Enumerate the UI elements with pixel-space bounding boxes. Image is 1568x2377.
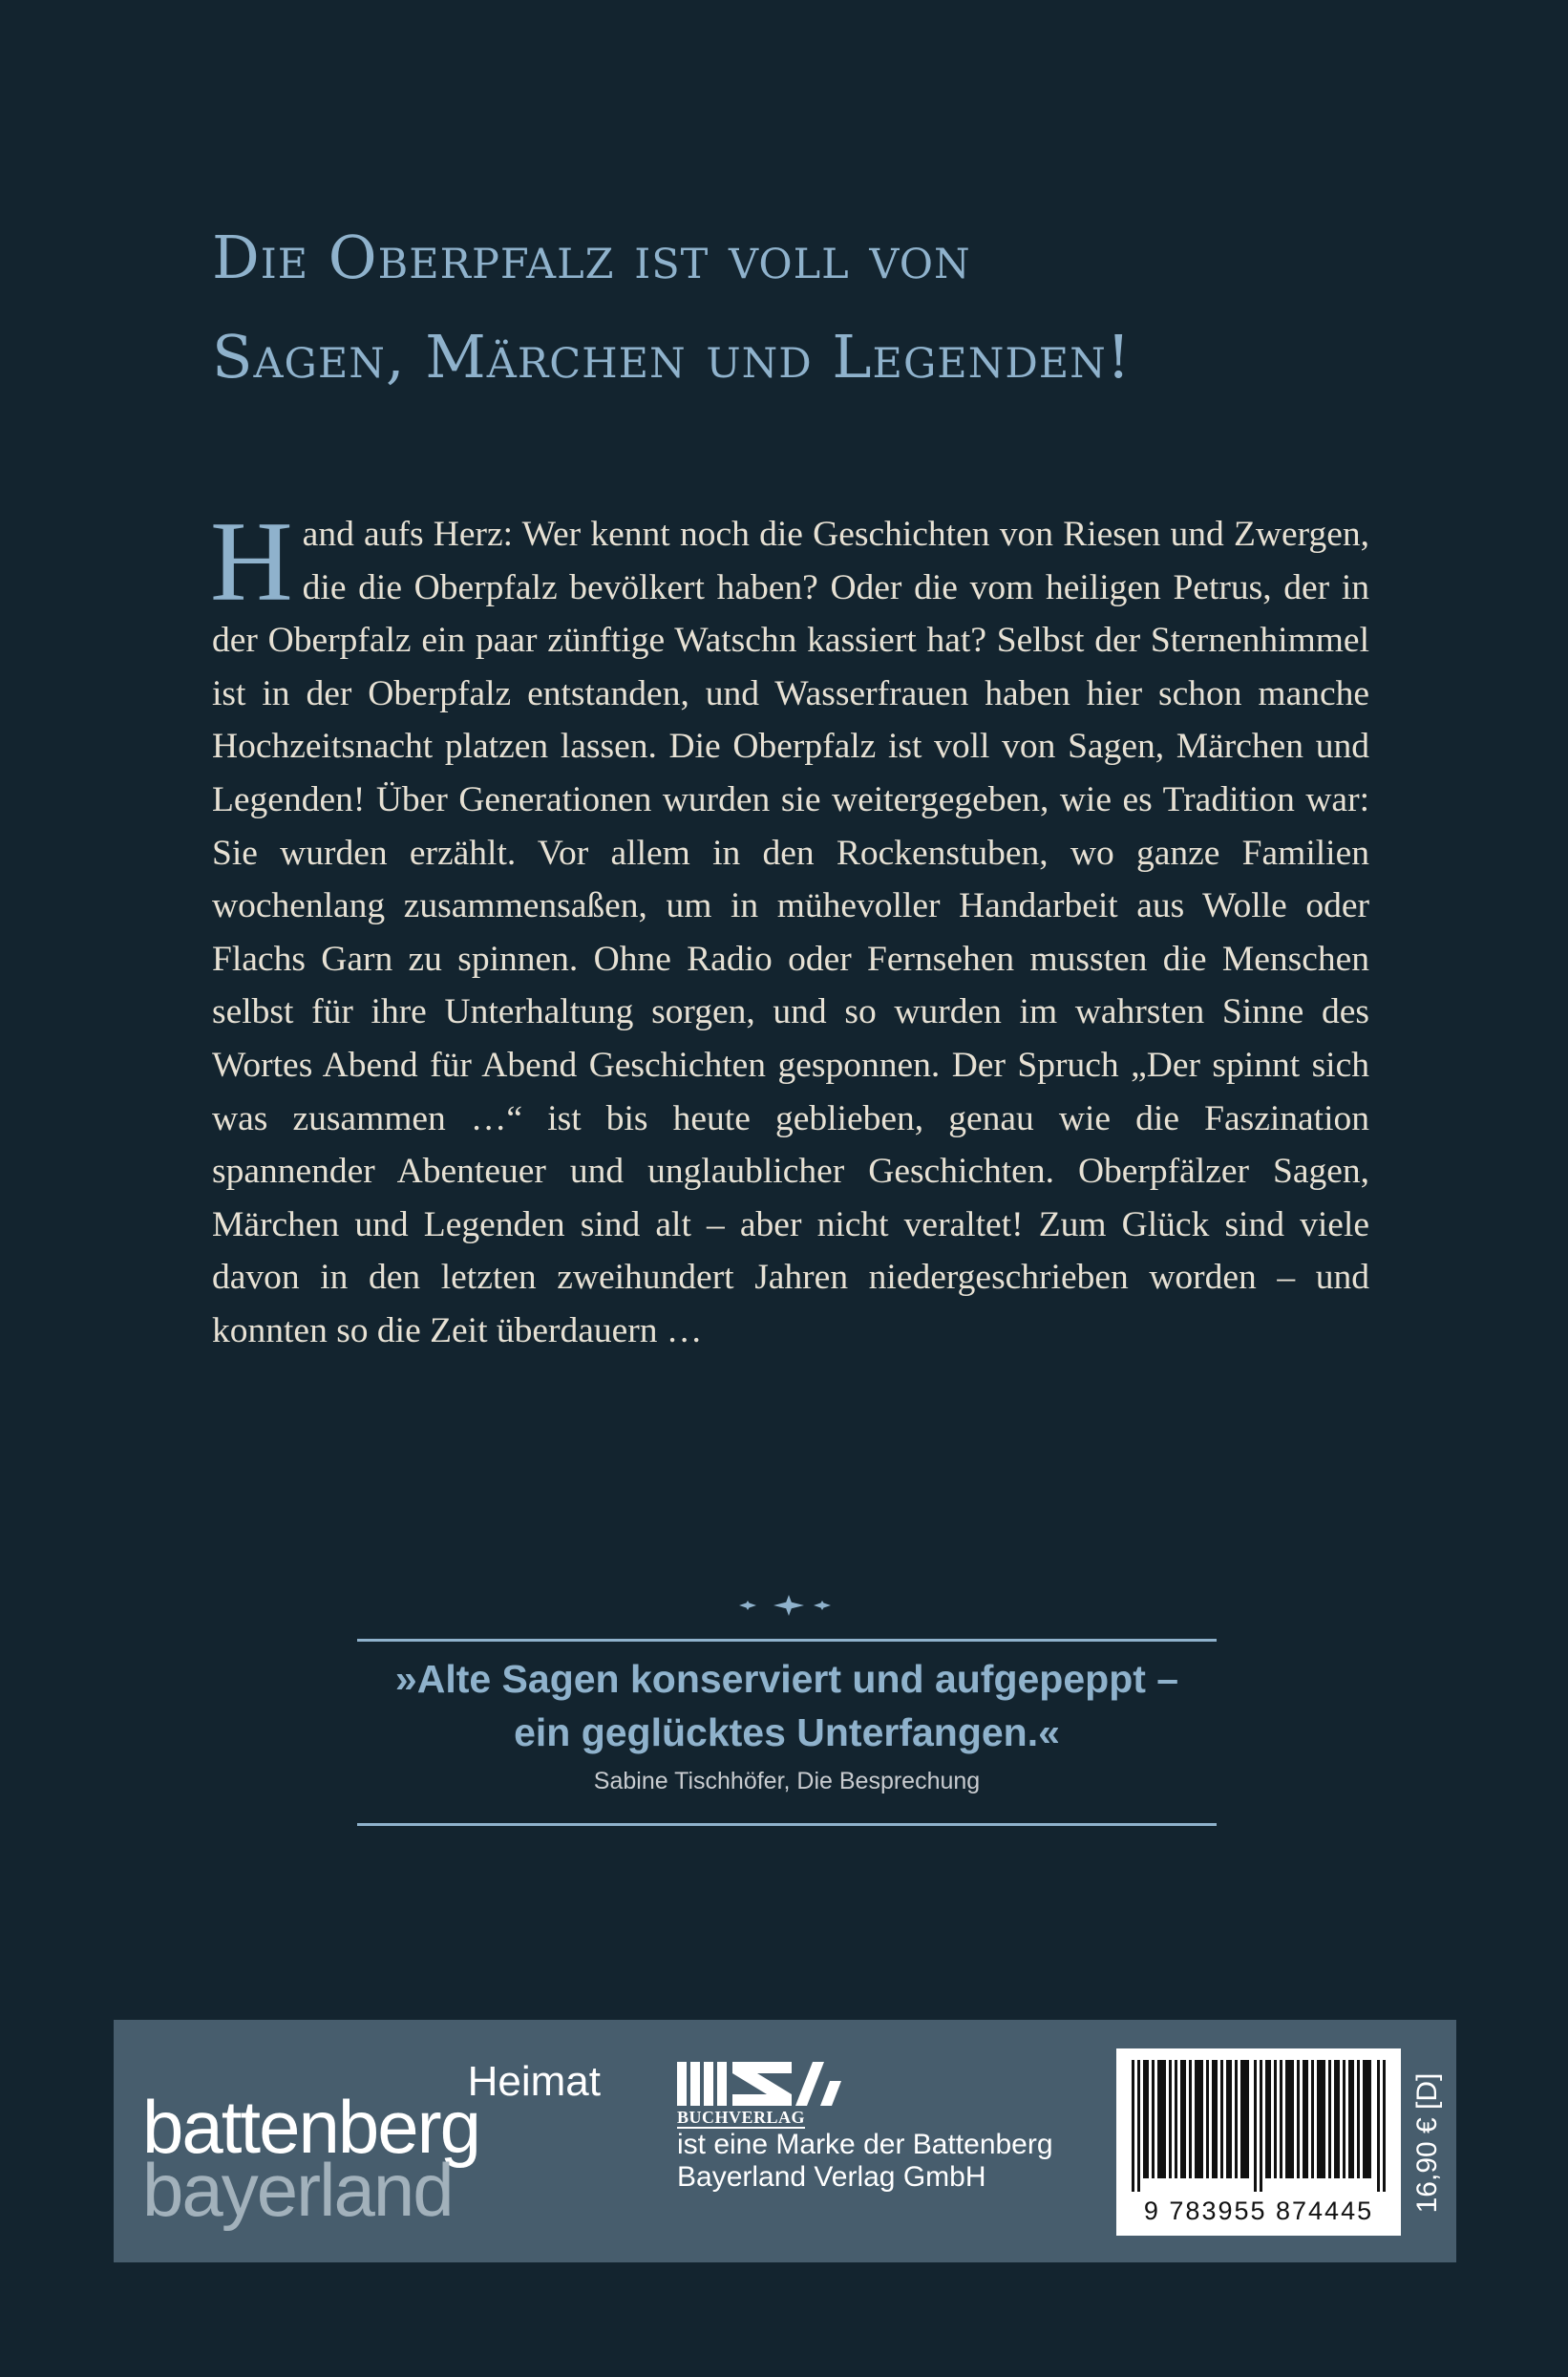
publisher-line-2: Bayerland Verlag GmbH bbox=[677, 2161, 986, 2193]
headline-line-1: Die Oberpfalz ist voll von bbox=[212, 223, 971, 292]
drop-cap: H bbox=[210, 498, 293, 625]
publisher-line-1: ist eine Marke der Battenberg bbox=[677, 2129, 1053, 2160]
publisher-name: BUCHVERLAG bbox=[677, 2108, 806, 2127]
quote-rule-bottom bbox=[357, 1823, 1217, 1826]
barcode-icon bbox=[1132, 2060, 1386, 2192]
price-label bbox=[1405, 2043, 1451, 2243]
quote-rule-top bbox=[357, 1639, 1217, 1642]
isbn-digits: 9 783955 874445 bbox=[1143, 2197, 1374, 2225]
brand-bayerland: bayerland bbox=[142, 2148, 453, 2232]
brand-heimat: Heimat bbox=[467, 2058, 601, 2105]
blurb-paragraph bbox=[210, 498, 1369, 1358]
headline-line-2: Sagen, Märchen und Legenden! bbox=[212, 322, 1132, 392]
battenberg-bayerland-logo bbox=[142, 2058, 601, 2239]
blurb-text: and aufs Herz: Wer kennt noch die Geschichten von Riesen und Zwergen, die die Oberpfalz bevölkert haben? Oder die vom heiligen Petrus, der in der Oberpfalz ein paar zünftige Watschn kassiert hat? Selbst der Sternenhimmel ist in der Oberpfalz entstanden, und Wasserfrauen haben hier schon manche Hochzeitsnacht platzen lassen. Die Oberpfalz ist voll von Sagen, Märchen und Legenden! Über Generationen wurden sie weitergegeben, wie es Tradition war: Sie wurden erzählt. Vor allem in den Rockenstuben, wo ganze Familien wochenlang zusammensaßen, um in mühevoller Handarbeit aus Wolle oder Flachs Garn zu spinnen. Ohne Radio oder Fernsehen mussten die Menschen selbst für ihre Unterhaltung sorgen, und so wurden im wahrsten Sinne des Wortes Abend für Abend Geschichten gesponnen. Der Spruch „Der spinnt sich was zusammen …“ ist bis heute geblieben, genau wie die Faszination spannender Abenteuer und unglaublicher Geschichten. Oberpfälzer Sagen, Märchen und Legenden sind alt – aber nicht veraltet! Zum Glück sind viele davon in den letzten zweihundert Jahren niedergeschrieben worden – und konnten so die Zeit überdauern … bbox=[212, 515, 1369, 1350]
publisher-info bbox=[677, 2062, 1078, 2194]
price-text: 16,90 € [D] bbox=[1411, 2072, 1443, 2214]
isbn-barcode bbox=[1116, 2048, 1401, 2236]
mz-buchverlag-logo-icon bbox=[677, 2062, 841, 2106]
review-quote bbox=[286, 1652, 1287, 1759]
review-attribution: Sabine Tischhöfer, Die Besprechung bbox=[593, 1768, 981, 1794]
stars-ornament-icon bbox=[726, 1583, 844, 1627]
headline bbox=[212, 208, 1511, 407]
brand-battenberg: battenberg bbox=[142, 2085, 479, 2169]
review-quote-line-2: ein geglücktes Unterfangen.« bbox=[514, 1710, 1060, 1754]
publisher-footer bbox=[114, 2020, 1456, 2262]
review-quote-line-1: »Alte Sagen konserviert und aufgepeppt – bbox=[394, 1657, 1179, 1701]
